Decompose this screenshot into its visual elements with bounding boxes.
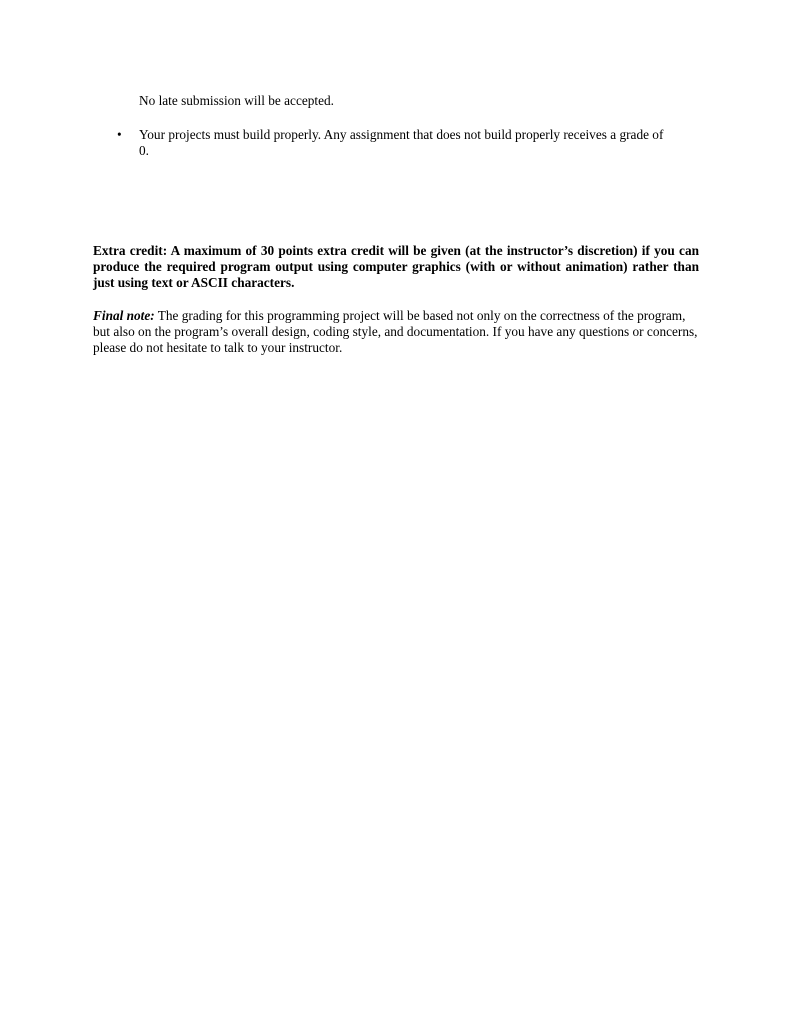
build-requirement-text: Your projects must build properly. Any assignment that does not build properly receives a grade of 0. <box>139 127 664 158</box>
bullet-icon: • <box>117 127 122 142</box>
extra-credit-paragraph: Extra credit: A maximum of 30 points extra credit will be given (at the instructor’s discretion) if you can produce the required program output using computer graphics (with or without animation) rather than just using text or ASCII characters. <box>93 243 699 290</box>
final-note-text: The grading for this programming project will be based not only on the correctness of the program, but also on the program’s overall design, coding style, and documentation. If you have any questions or concerns, please do not hesitate to talk to your instructor. <box>93 308 698 355</box>
final-note-paragraph <box>93 308 699 356</box>
list-item <box>117 127 699 159</box>
final-note-label: Final note: <box>93 308 155 323</box>
late-submission-note: No late submission will be accepted. <box>139 93 334 108</box>
